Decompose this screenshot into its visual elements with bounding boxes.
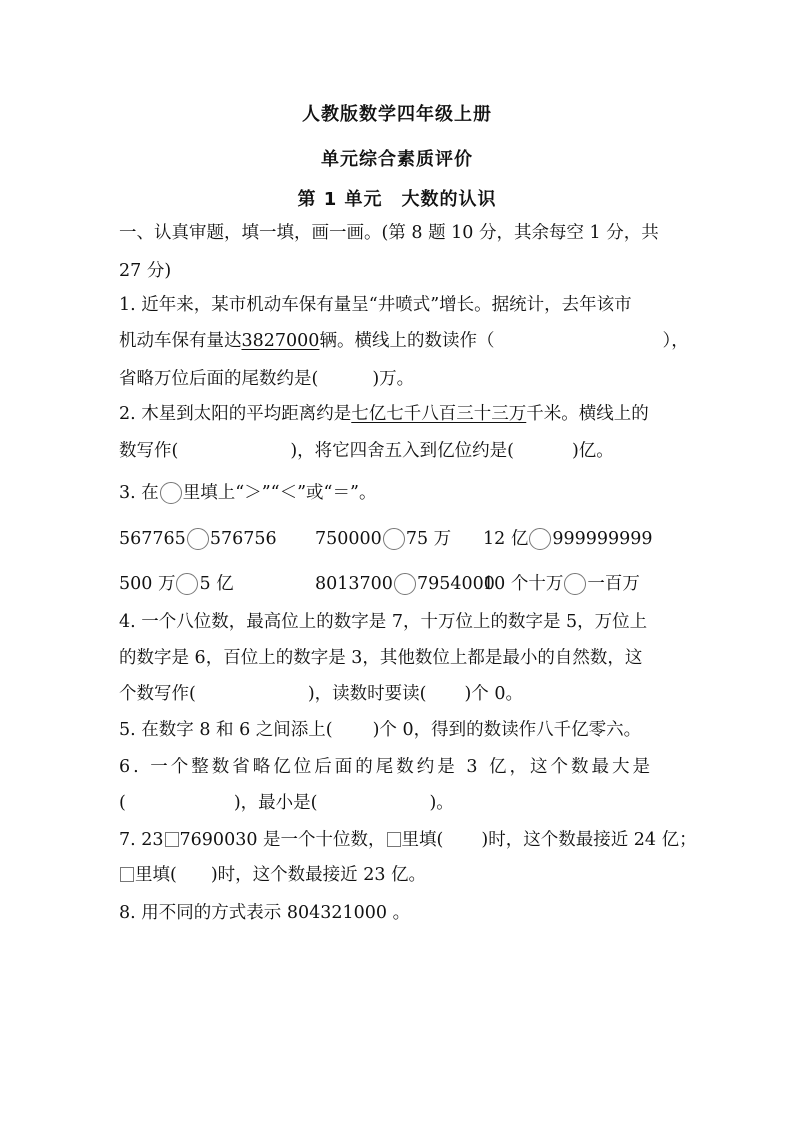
q7-line1	[119, 829, 697, 851]
q2-line1	[119, 403, 649, 425]
q1-line3	[119, 368, 414, 390]
q3-compare-6	[483, 573, 640, 595]
section-instruction-line1: 一、认真审题，填一填，画一画。(第 8 题 10 分，其余每空 1 分，共	[119, 223, 659, 243]
compare-right: 75 万	[405, 529, 452, 549]
q2-line2	[119, 440, 614, 462]
q7-text-c: 里填(	[401, 830, 444, 850]
q3-compare-4	[119, 573, 234, 595]
compare-circle-input[interactable]	[394, 573, 416, 595]
compare-left: 10 个十万	[483, 574, 564, 594]
compare-right: 一百万	[587, 574, 640, 594]
q6-text-b: )，最小是(	[233, 793, 318, 813]
q4-text-c: )个 0。	[464, 684, 524, 704]
q4-line3	[119, 683, 523, 705]
title-unit: 第 1 单元 大数的认识	[297, 189, 497, 210]
square-box-icon	[120, 867, 134, 882]
compare-circle-input[interactable]	[564, 573, 586, 595]
q2-underlined-words: 七亿七千八百三十三万	[351, 404, 527, 424]
q3-compare-3	[483, 528, 653, 550]
q1-text-e: 省略万位后面的尾数约是(	[119, 369, 319, 389]
title-evaluation: 单元综合素质评价	[321, 149, 473, 170]
q1-underlined-number: 3827000	[241, 331, 320, 351]
q5-text-b: )个 0，得到的数读作八千亿零六。	[372, 720, 642, 740]
q4-line1: 4. 一个八位数，最高位上的数字是 7，十万位上的数字是 5，万位上	[119, 612, 648, 632]
q1-text-a: 机动车保有量达	[119, 331, 242, 351]
q5-line1	[119, 719, 641, 741]
square-box-icon	[165, 832, 179, 847]
circle-icon	[160, 482, 182, 504]
q1-text-c: 辆。横线上的数读作（	[319, 331, 495, 351]
q6-text-c: )。	[429, 793, 454, 813]
title-textbook: 人教版数学四年级上册	[302, 104, 492, 125]
q5-text-a: 5. 在数字 8 和 6 之间添上(	[119, 720, 333, 740]
q7-text-b: 7690030 是一个十位数，	[179, 830, 386, 850]
q3-text-b: 里填上“＞”“＜”或“＝”。	[182, 483, 377, 503]
q7-text-e: 里填(	[135, 865, 177, 885]
compare-right: 5 亿	[199, 574, 234, 594]
q7-line2	[119, 864, 426, 886]
q4-text-b: )，读数时要读(	[307, 684, 427, 704]
compare-circle-input[interactable]	[383, 528, 405, 550]
compare-left: 8013700	[315, 574, 393, 594]
q6-line1: 6. 一个整数省略亿位后面的尾数约是 3 亿，这个数最大是	[119, 757, 654, 777]
q2-text-a: 2. 木星到太阳的平均距离约是	[119, 404, 352, 424]
q2-text-c: 千米。横线上的	[526, 404, 649, 424]
q2-text-f: )亿。	[571, 441, 614, 461]
q1-text-f: )万。	[372, 369, 415, 389]
q2-text-d: 数写作(	[119, 441, 179, 461]
compare-right: 576756	[209, 529, 277, 549]
q4-text-a: 个数写作(	[119, 684, 196, 704]
q4-line2: 的数字是 6，百位上的数字是 3，其他数位上都是最小的自然数，这	[119, 648, 643, 668]
compare-left: 500 万	[119, 574, 176, 594]
q3-line1	[119, 482, 376, 504]
q7-text-f: )时，这个数最接近 23 亿。	[210, 865, 427, 885]
q3-compare-5	[315, 573, 495, 595]
compare-circle-input[interactable]	[176, 573, 198, 595]
square-box-icon	[387, 832, 401, 847]
compare-left: 567765	[119, 529, 186, 549]
q7-text-d: )时，这个数最接近 24 亿；	[481, 830, 697, 850]
q3-compare-1	[119, 528, 277, 550]
q6-text-a: (	[119, 793, 126, 813]
q8-line1: 8. 用不同的方式表示 804321000 。	[119, 903, 411, 923]
q1-line1: 1. 近年来，某市机动车保有量呈“井喷式”增长。据统计，去年该市	[119, 295, 632, 315]
q6-line2	[119, 792, 454, 814]
q1-text-d: ），	[662, 331, 689, 351]
q3-compare-2	[315, 528, 451, 550]
compare-circle-input[interactable]	[187, 528, 209, 550]
compare-right: 7954000	[416, 574, 495, 594]
compare-right: 999999999	[552, 529, 653, 549]
section-instruction-line2: 27 分)	[119, 261, 172, 281]
q1-line2	[119, 330, 689, 352]
q7-text-a: 7. 23	[119, 830, 164, 850]
compare-left: 750000	[315, 529, 382, 549]
q3-text-a: 3. 在	[119, 483, 159, 503]
q2-text-e: )，将它四舍五入到亿位约是(	[290, 441, 514, 461]
compare-circle-input[interactable]	[529, 528, 551, 550]
compare-left: 12 亿	[483, 529, 529, 549]
